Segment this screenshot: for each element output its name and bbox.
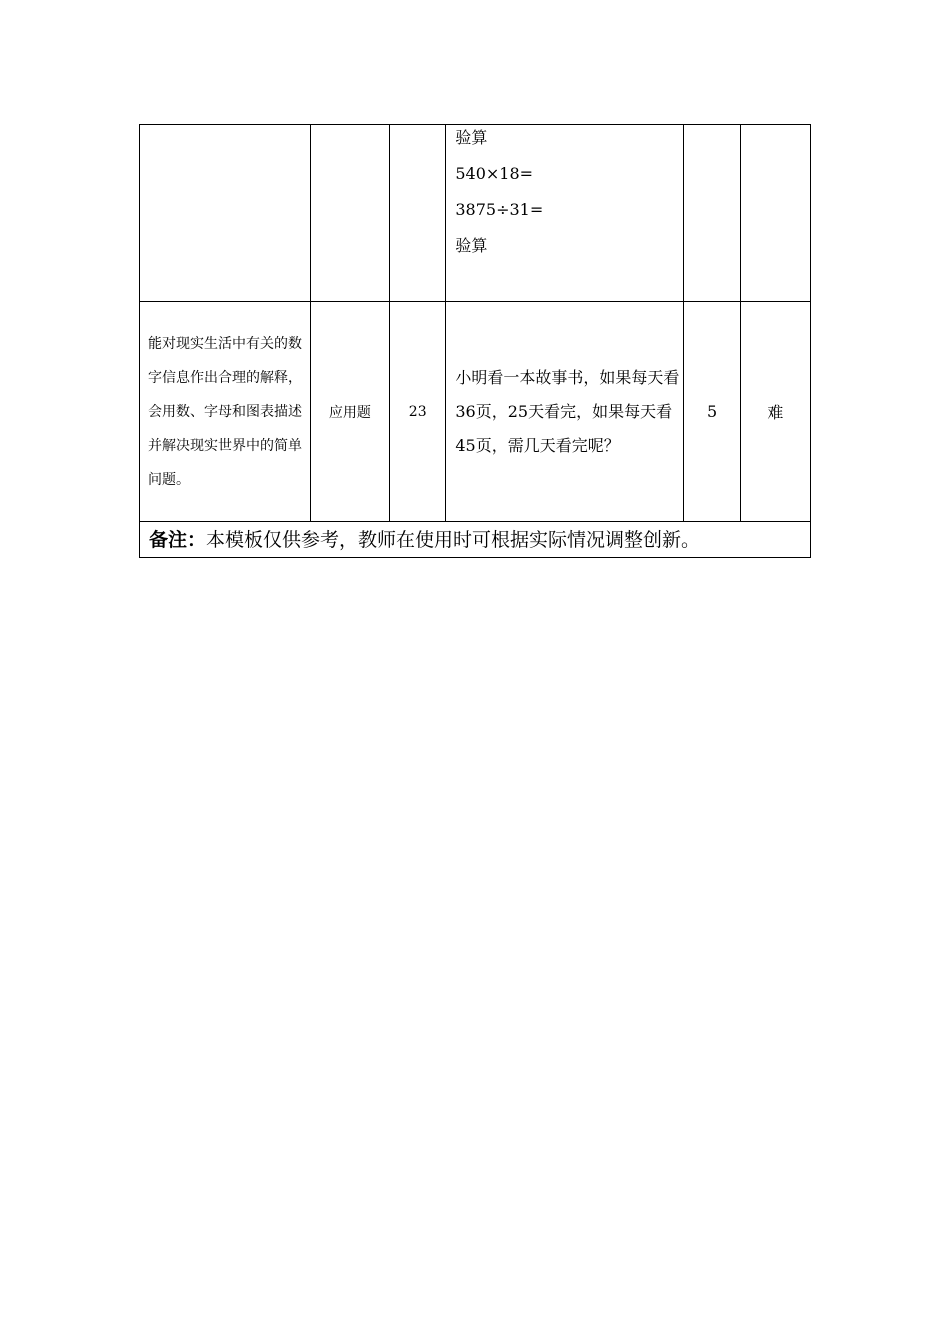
table-row: [140, 522, 811, 558]
objective-cell-empty: [140, 125, 311, 302]
type-cell-empty: [310, 125, 389, 302]
score-cell: 5: [684, 302, 740, 522]
calc-line: 验算: [455, 128, 488, 147]
calc-line: 验算: [455, 236, 488, 255]
number-cell-empty: [390, 125, 446, 302]
question-type-cell: 应用题: [310, 302, 389, 522]
question-text-cell: 小明看一本故事书，如果每天看36页，25天看完，如果每天看45页，需几天看完呢？: [446, 302, 684, 522]
note-text: 本模板仅供参考，教师在使用时可根据实际情况调整创新。: [206, 528, 701, 551]
calculation-cell: [446, 125, 684, 302]
note-cell: [140, 522, 811, 558]
calc-line: 540×18=: [455, 164, 534, 183]
table-row: [140, 302, 811, 522]
difficulty-cell-empty: [740, 125, 810, 302]
note-label: 备注：: [149, 528, 207, 551]
exam-specification-table: [139, 124, 811, 558]
objective-cell: 能对现实生活中有关的数字信息作出合理的解释，会用数、字母和图表描述并解决现实世界中的简单问题。: [140, 302, 311, 522]
difficulty-cell: 难: [740, 302, 810, 522]
score-cell-empty: [684, 125, 740, 302]
table-row: [140, 125, 811, 302]
question-number-cell: 23: [390, 302, 446, 522]
calc-line: 3875÷31=: [455, 200, 544, 219]
